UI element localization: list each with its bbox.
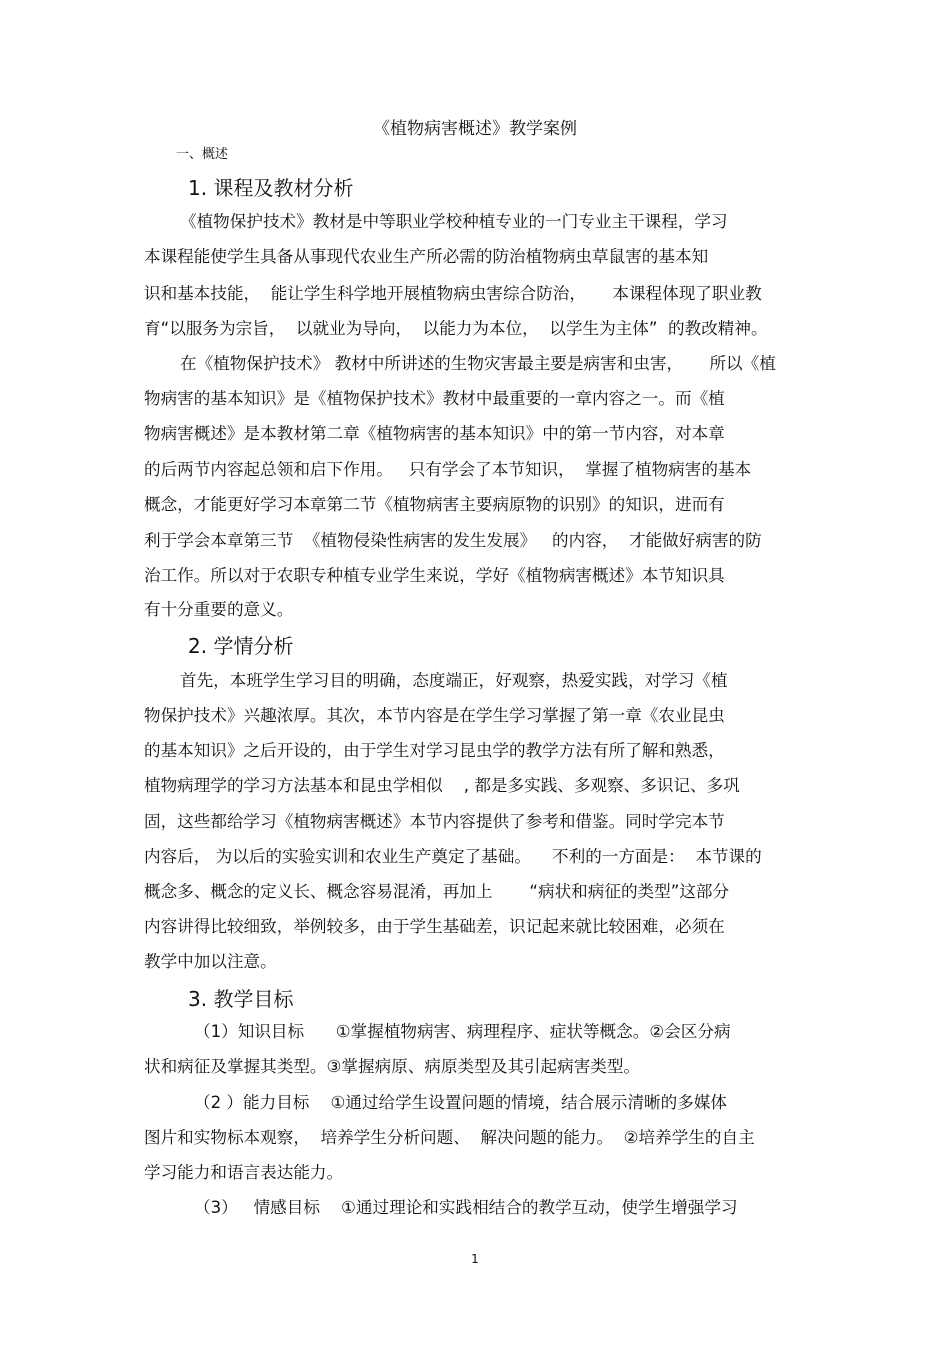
paragraph-line: 概念，才能更好学习本章第二节《植物病害主要病原物的识别》的知识，进而有 — [144, 495, 725, 514]
goal-ability-line: 图片和实物标本观察， 培养学生分析问题、 解决问题的能力。 ②培养学生的自主 — [144, 1128, 755, 1147]
paragraph-line: 概念多、概念的定义长、概念容易混淆，再加上 “病状和病征的类型”这部分 — [144, 882, 730, 901]
paragraph-line: 利于学会本章第三节 《植物侵染性病害的发生发展》 的内容， 才能做好病害的防 — [144, 531, 762, 550]
paragraph-line: 内容后， 为以后的实验实训和农业生产奠定了基础。 不利的一方面是： 本节课的 — [144, 847, 762, 866]
paragraph-line: 治工作。所以对于农职专种植专业学生来说，学好《植物病害概述》本节知识具 — [144, 566, 725, 585]
paragraph-line: 本课程能使学生具备从事现代农业生产所必需的防治植物病虫草鼠害的基本知 — [144, 247, 709, 266]
goal-ability-line: （2 ）能力目标 ①通过给学生设置问题的情境，结合展示清晰的多媒体 — [194, 1093, 728, 1112]
paragraph-line: 有十分重要的意义。 — [144, 600, 294, 619]
paragraph-line: 的基本知识》之后开设的，由于学生对学习昆虫学的教学方法有所了解和熟悉， — [144, 741, 725, 760]
paragraph-line: 物病害的基本知识》是《植物保护技术》教材中最重要的一章内容之一。而《植 — [144, 389, 725, 408]
document-title: 《植物病害概述》教学案例 — [373, 119, 577, 139]
heading-learner-analysis: 2. 学情分析 — [188, 634, 294, 658]
paragraph-line: 固，这些都给学习《植物病害概述》本节内容提供了参考和借鉴。同时学完本节 — [144, 812, 725, 831]
goal-ability-line: 学习能力和语言表达能力。 — [144, 1163, 344, 1182]
paragraph-line: 物保护技术》兴趣浓厚。其次，本节内容是在学生学习掌握了第一章《农业昆虫 — [144, 706, 725, 725]
goal-knowledge-line: 状和病征及掌握其类型。③掌握病原、病原类型及其引起病害类型。 — [144, 1057, 641, 1076]
paragraph-line: 教学中加以注意。 — [144, 952, 277, 971]
goal-knowledge-line: （1）知识目标 ①掌握植物病害、病理程序、症状等概念。②会区分病 — [194, 1022, 731, 1041]
heading-course-analysis: 1. 课程及教材分析 — [188, 176, 354, 200]
paragraph-line: 的后两节内容起总领和启下作用。 只有学会了本节知识， 掌握了植物病害的基本 — [144, 460, 752, 479]
paragraph-line: 内容讲得比较细致，举例较多，由于学生基础差，识记起来就比较困难，必须在 — [144, 917, 725, 936]
section-label: 一、概述 — [176, 147, 229, 162]
paragraph-line: 在《植物保护技术》 教材中所讲述的生物灾害最主要是病害和虫害， 所以《植 — [180, 354, 776, 373]
page-number: 1 — [471, 1252, 479, 1266]
goal-emotion-line: （3） 情感目标 ①通过理论和实践相结合的教学互动，使学生增强学习 — [194, 1198, 738, 1217]
paragraph-line: 首先，本班学生学习目的明确，态度端正，好观察，热爱实践，对学习《植 — [180, 671, 728, 690]
paragraph-line: 《植物保护技术》教材是中等职业学校种植专业的一门专业主干课程，学习 — [180, 212, 728, 231]
paragraph-line: 物病害概述》是本教材第二章《植物病害的基本知识》中的第一节内容，对本章 — [144, 424, 725, 443]
paragraph-line: 植物病理学的学习方法基本和昆虫学相似 , 都是多实践、多观察、多识记、多巩 — [144, 776, 740, 795]
heading-teaching-goals: 3. 教学目标 — [188, 987, 294, 1011]
paragraph-line: 识和基本技能， 能让学生科学地开展植物病虫害综合防治， 本课程体现了职业教 — [144, 284, 762, 303]
paragraph-line: 育“以服务为宗旨， 以就业为导向， 以能力为本位， 以学生为主体” 的教改精神。 — [144, 319, 768, 338]
